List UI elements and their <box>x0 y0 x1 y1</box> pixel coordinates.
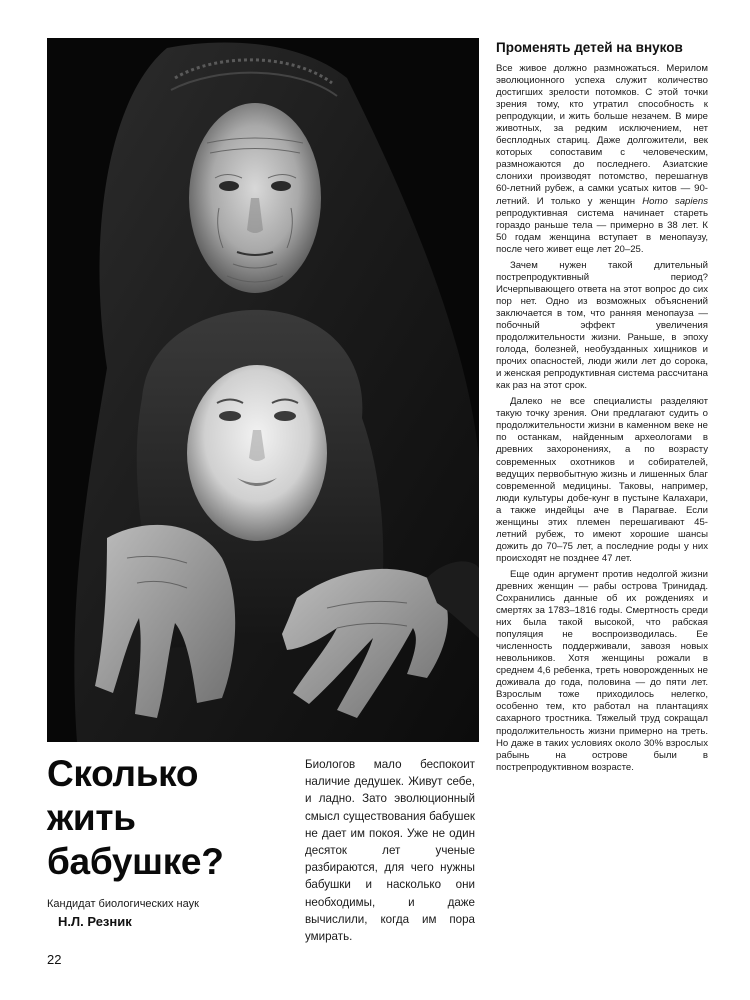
sidebar-paragraph-1 <box>496 63 708 256</box>
photo-illustration <box>47 38 479 742</box>
sidebar-paragraph-1-species: Homo sapiens <box>642 195 708 207</box>
sidebar-paragraph-1-end: репродуктивная система начинает стареть гораздо раньше тела — примерно в 38 лет. К 50 годам женщина вступает в менопаузу, после чего живет еще лет 20–25. <box>496 207 708 255</box>
sidebar-paragraph-3: Далеко не все специалисты разделяют такую точку зрения. Они предлагают судить о продолжительности жизни в каменном веке не по останкам, найденным археологами в древних захоронениях, а по возрасту современных охотников и собирателей, ведущих первобытную жизнь и лишенных благ современной медицины. Таковы, например, люди культуры добе-кунг в пустыне Калахари, а также индейцы аче в Парагвае. Если женщины этих племен перешагивают 45-летний рубеж, то имеют хорошие шансы дожить до 70–75 лет, а последние роды у них происходят не позднее 47 лет. <box>496 396 708 564</box>
author-role: Кандидат биологических наук <box>47 898 199 910</box>
sidebar-column <box>496 40 708 778</box>
page-number: 22 <box>47 952 62 967</box>
article-title: Сколько жить бабушке? <box>47 753 224 882</box>
article-lead: Биологов мало беспокоит наличие дедушек. Живут себе, и ладно. Зато эволюционный смысл существования бабушек не дает им покоя. Уже не один десяток лет ученые разбираются, для чего нужны бабушки и насколько они необходимы, и даже вычислили, когда им пора умирать. <box>305 758 475 944</box>
sidebar-paragraph-1-start: Все живое должно размножаться. Мерилом эволюционного успеха служит количество достигших зрелости потомков. С этой точки зрения тому, кто утратил способность к репродукции, и жить больше незачем. В мире животных, за редким исключением, нет бесплодных стариц. Даже долгожители, век которых сопоставим с человеческим, размножаются до последнего. Азиатские слонихи производят потомство, перешагнув 60-летний рубеж, а самки усатых китов — 90-летний. И только у женщин <box>496 63 708 207</box>
author-name: Н.Л. Резник <box>58 914 132 929</box>
sidebar-paragraph-2: Зачем нужен такой длительный пострепродуктивный период? Исчерпывающего ответа на этот вопрос до сих пор нет. Одно из возможных объяснений заключается в том, что ранняя менопауза — побочный эффект увеличения продолжительности жизни. Раньше, в эпоху голода, болезней, необузданных хищников и прочих опасностей, люди жили лет до сорока, и женская репродуктивная система рассчитана как раз на этот срок. <box>496 259 708 392</box>
sidebar-paragraph-4: Еще один аргумент против недолгой жизни древних женщин — рабы острова Тринидад. Сохранились данные об их рождениях и смертях за 1783–1816 годы. Смертность среди них была такой высокой, что рабская популяция не воспроизводилась. Ее численность поддерживали, завозя новых невольников. Хотя женщины рожали в среднем 4,6 ребенка, треть новорожденных не доживала до года, половина — до пяти лет. Взрослым тоже приходилось нелегко, особенно тем, кто работал на плантациях сахарного тростника. Тяжелый труд сокращал продолжительность жизни примерно на треть. Но даже в таких условиях около 30% взрослых рабынь на острове были в пострепродуктивном возрасте. <box>496 568 708 773</box>
article-photo <box>47 38 479 742</box>
sidebar-heading: Променять детей на внуков <box>496 40 683 55</box>
